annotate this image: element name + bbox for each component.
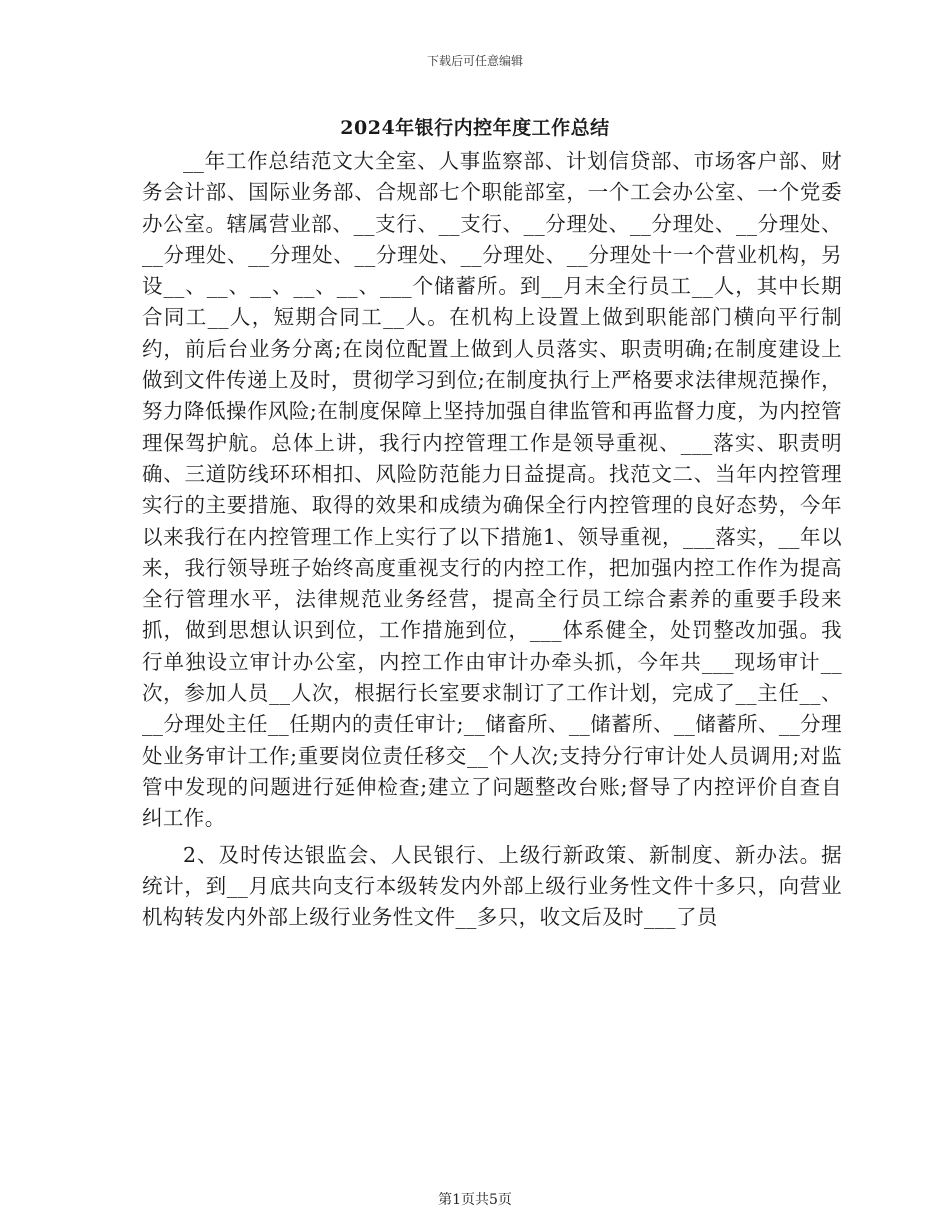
document-title: 2024年银行内控年度工作总结 bbox=[340, 117, 610, 139]
download-note: 下载后可任意编辑 bbox=[426, 54, 523, 68]
body-paragraph-1: __年工作总结范文大全室、人事监察部、计划信贷部、市场客户部、财务会计部、国际业务部、合规部七个职能部室，一个工会办公室、一个党委办公室。辖属营业部、__支行、__支行、__分理处、__分理处、__分理处、__分理处、__分理处、__分理处、__分理处、__分理处十一个营业机构，另设__、__、__、__、__、___个储蓄所。到__月末全行员工__人，其中长期合同工__人，短期合同工__人。在机构上设置上做到职能部门横向平行制约，前后台业务分离;在岗位配置上做到人员落实、职责明确;在制度建设上做到文件传递上及时，贯彻学习到位;在制度执行上严格要求法律规范操作，努力降低操作风险;在制度保障上坚持加强自律监管和再监督力度，为内控管理保驾护航。总体上讲，我行内控管理工作是领导重视、___落实、职责明确、三道防线环环相扣、风险防范能力日益提高。找范文二、当年内控管理实行的主要措施、取得的效果和成绩为确保全行内控管理的良好态势，今年以来我行在内控管理工作上实行了以下措施1、领导重视，___落实，__年以来，我行领导班子始终高度重视支行的内控工作，把加强内控工作作为提高全行管理水平，法律规范业务经营，提高全行员工综合素养的重要手段来抓，做到思想认识到位，工作措施到位，___体系健全，处罚整改加强。我行单独设立审计办公室，内控工作由审计办牵头抓，今年共___现场审计__次，参加人员__人次，根据行长室要求制订了工作计划，完成了__主任__、__分理处主任__任期内的责任审计;__储畜所、__储蓄所、__储蓄所、__分理处业务审计工作;重要岗位责任移交__个人次;支持分行审计处人员调用;对监管中发现的问题进行延伸检查;建立了问题整改台账;督导了内控评价自查自纠工作。 bbox=[142, 149, 842, 831]
document-body bbox=[142, 146, 842, 933]
page-number: 第1页共5页 bbox=[438, 1192, 512, 1208]
body-paragraph-2: 2、及时传达银监会、人民银行、上级行新政策、新制度、新办法。据统计，到__月底共向支行本级转发内外部上级行业务性文件十多只，向营业机构转发内外部上级行业务性文件__多只，收文后及时___了员 bbox=[142, 842, 842, 930]
